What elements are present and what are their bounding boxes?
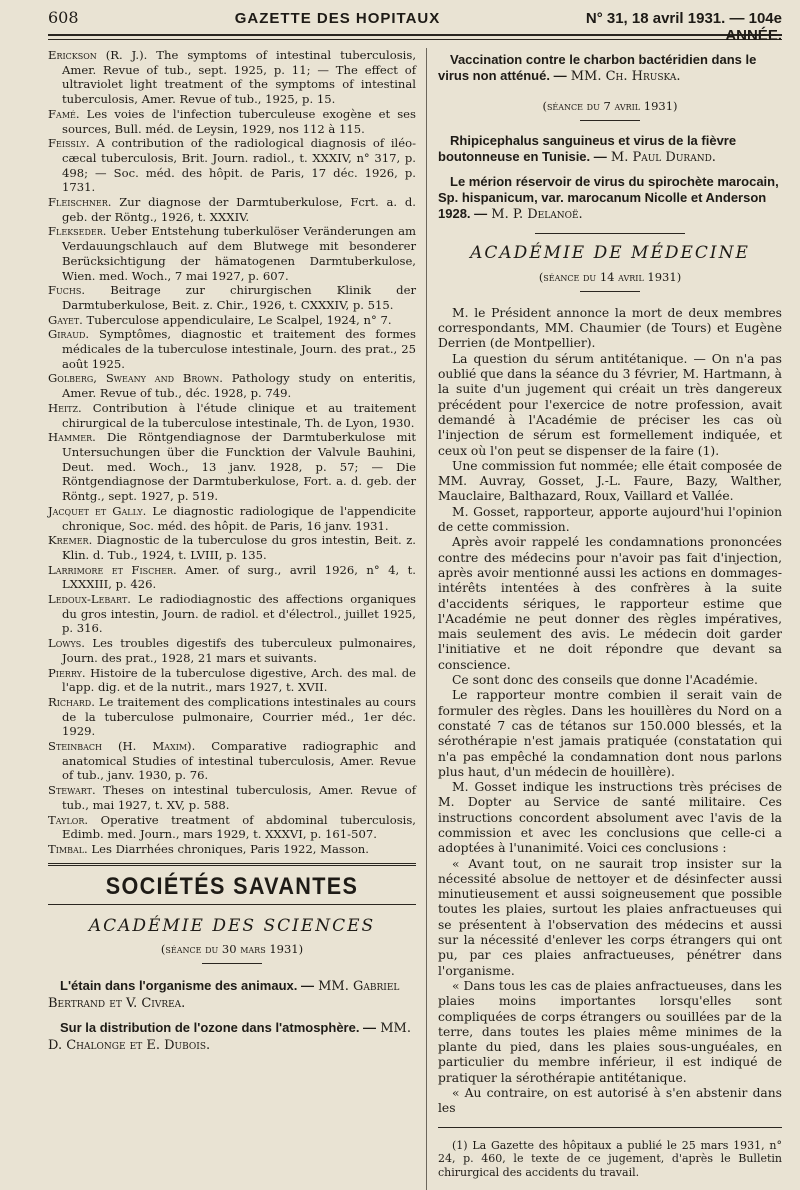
journal-title: GAZETTE DES HOPITAUX	[234, 10, 441, 27]
reference-author: Giraud.	[48, 327, 90, 342]
reference-text: Histoire de la tuberculose digestive, Arch. des mal. de l'app. dig. et de la nutrit., mars 1927, t. XVII.	[62, 665, 416, 695]
reference-text: Theses on intestinal tuberculosis, Amer. Revue of tub., mai 1927, t. XV, p. 588.	[62, 783, 416, 812]
short-rule	[580, 291, 640, 292]
columns	[48, 48, 782, 1190]
reference-author: Steinbach (H. Maxim).	[48, 739, 196, 754]
reference-text: A contribution of the radiological diagnosis of iléo-cæcal tuberculosis, Brit. Journ. radiol., t. XXXIV, n° 317, p. 498; — Soc. méd. des hôpit. de Paris, 17 déc. 1926, p. 1731.	[62, 136, 416, 195]
reference-author: Timbal.	[48, 841, 88, 856]
reference-author: Lowys.	[48, 636, 85, 651]
reference-entry	[48, 313, 416, 328]
article-paragraph: La question du sérum antitétanique. — On n'a pas oublié que dans la séance du 3 février, M. Hartmann, à la suite d'un jugement qui créait un très dangereux précédent pour l'exercice de notre profession, avait demandé à l'Académie de préciser les cas où l'injection de sérum est formellement indiquée, et ceux où l'on peut se dispenser de la faire (1).	[438, 351, 782, 458]
section-title: SOCIÉTÉS SAVANTES	[105, 872, 359, 900]
communication-item	[48, 1020, 416, 1054]
seance-date: (séance du 30 mars 1931)	[160, 942, 304, 957]
item-authors: MM. Ch. Hruska.	[566, 69, 681, 84]
reference-text: Die Röntgendiagnose der Darmtuberkulose mit Untersuchungen über die Funcktion der Valvule Bauhini, Deut. med. Woch., 13 janv. 1928, p. 57; — Die Röntgendiagnose der Darmtuberkulose, Fort. a. d. geb. der Röntg., sept. 1927, p. 519.	[62, 430, 416, 504]
reference-entry	[48, 842, 416, 857]
seance-date: (séance du 14 avril 1931)	[538, 269, 682, 284]
academie-sciences-heading: ACADÉMIE DES SCIENCES	[88, 916, 376, 937]
reference-entry	[48, 592, 416, 636]
item-title: L'étain dans l'organisme des animaux. —	[60, 977, 314, 993]
article-paragraph: « Dans tous les cas de plaies anfractueuses, dans les plaies moins importantes lorsqu'elles sont compliquées de corps étrangers ou souillées par de la terre, dans toutes les plaies même minimes de la plante du pied, dans les plaies sous-unguéales, en particulier du membre inférieur, il est indiqué de pratiquer la sérothérapie antitétanique.	[438, 978, 782, 1085]
item-authors: MM. Gabriel Bertrand et V. Civrea.	[48, 978, 400, 1011]
article-paragraph: « Au contraire, on est autorisé à s'en abstenir dans les	[438, 1086, 782, 1116]
reference-author: Taylor.	[48, 812, 89, 827]
reference-author: Feissly.	[48, 136, 90, 151]
page-number: 608	[48, 8, 79, 27]
reference-entry	[48, 783, 416, 812]
article-paragraph: M. Gosset, rapporteur, apporte aujourd'hui l'opinion de cette commission.	[438, 504, 782, 535]
communication-item	[438, 174, 782, 223]
reference-text: Les voies de l'infection tuberculeuse exogène et ses sources, Bull. méd. de Leysin, 1929, nos 112 à 115.	[62, 106, 416, 136]
reference-text: Les troubles digestifs des tuberculeux pulmonaires, Journ. des prat., 1928, 21 mars et suivants.	[62, 636, 416, 665]
reference-text: Tuberculose appendiculaire, Le Scalpel, 1924, n° 7.	[82, 312, 392, 327]
reference-text: Operative treatment of abdominal tuberculosis, Edimb. med. Journ., mars 1929, t. XXXVI, p. 161-507.	[62, 812, 416, 842]
reference-author: Fleischner.	[48, 195, 112, 210]
reference-text: Comparative radiographic and anatomical Studies of intestinal tuberculosis, Amer. Revue of tub., janv. 1930, p. 76.	[62, 739, 416, 783]
item-title: Sur la distribution de l'ozone dans l'atmosphère. —	[60, 1019, 377, 1035]
reference-entry	[48, 430, 416, 504]
reference-entry	[48, 739, 416, 783]
reference-author: Jacquet et Gally.	[48, 503, 147, 518]
reference-entry	[48, 107, 416, 136]
short-rule	[580, 120, 640, 121]
reference-entry	[48, 371, 416, 400]
reference-author: Flekseder.	[48, 224, 107, 239]
footnote-rule	[438, 1127, 782, 1128]
reference-author: Golberg, Sweany and Brown.	[48, 371, 223, 386]
reference-author: Kremer.	[48, 533, 93, 548]
reference-entry	[48, 224, 416, 283]
article-body	[438, 306, 782, 1117]
reference-author: Stewart.	[48, 783, 96, 798]
item-authors: MM. D. Chalonge et E. Dubois.	[48, 1020, 411, 1053]
reference-text: Symptômes, diagnostic et traitement des formes médicales de la tuberculose intestinale, Journ. des prat., 25 août 1925.	[62, 327, 416, 371]
reference-text: Diagnostic de la tuberculose du gros intestin, Beit. z. Klin. d. Tub., 1924, t. LVIII, p. 135.	[62, 533, 416, 562]
reference-author: Richard.	[48, 694, 95, 709]
section-rule	[48, 904, 416, 905]
reference-author: Fuchs.	[48, 283, 86, 298]
reference-entry	[48, 195, 416, 224]
reference-entry	[48, 327, 416, 371]
right-column	[427, 48, 782, 1190]
reference-entry	[48, 401, 416, 430]
short-rule	[202, 963, 262, 964]
item-title: Rhipicephalus sanguineus et virus de la fièvre boutonneuse en Tunisie. —	[438, 133, 737, 165]
reference-author: Heitz.	[48, 400, 82, 415]
communication-item	[48, 978, 416, 1012]
reference-entry	[48, 666, 416, 695]
article-paragraph: Après avoir rappelé les condamnations prononcées contre des médecins pour n'avoir pas fait d'injection, après avoir mentionné aussi les actions en dommages-intérêts intentées à des confrères à la suite d'accidents sériques, le rapporteur estime que l'Académie ne peut donner des règles impératives, mais seulement des avis. Le médecin doit garder l'initiative et ne doit répondre que devant sa conscience.	[438, 535, 782, 672]
reference-text: Contribution à l'étude clinique et au traitement chirurgical de la tuberculose intestinale, Th. de Lyon, 1930.	[62, 400, 416, 430]
reference-author: Erickson (R. J.).	[48, 48, 148, 62]
reference-author: Hammer.	[48, 430, 96, 445]
issue-info: N° 31, 18 avril 1931. — 104e ANNÉE.	[585, 10, 782, 44]
reference-entry	[48, 533, 416, 562]
article-paragraph: « Avant tout, on ne saurait trop insister sur la nécessité absolue de nettoyer et de désinfecter aussi minutieusement et aussi soigneusement que possible toutes les plaies, surtout les plaies anfractueuses qui se présentent à l'observation des médecins et aussi sur la nécessité d'enlever les corps étrangers qui ont pu, par ces plaies anfractueuses, pénétrer dans l'organisme.	[438, 856, 782, 978]
item-title: Le mérion réservoir de virus du spirochète marocain, Sp. hispanicum, var. marocanum Nicolle et Anderson 1928. —	[438, 174, 779, 222]
academie-medecine-heading: ACADÉMIE DE MÉDECINE	[470, 243, 750, 264]
footnote: (1) La Gazette des hôpitaux a publié le 25 mars 1931, n° 24, p. 460, le texte de ce jugement, d'après le Bulletin chirurgical des accidents du travail.	[438, 1138, 782, 1179]
reference-text: Les Diarrhées chroniques, Paris 1922, Masson.	[87, 841, 369, 856]
reference-text: The symptoms of intestinal tuberculosis, Amer. Revue of tub., sept. 1925, p. 11; — The effect of ultraviolet light treatment of the symptoms of intestinal tuberculosis, Amer. Revue of tub., 1925, p. 15.	[62, 48, 416, 107]
article-paragraph: M. le Président annonce la mort de deux membres correspondants, MM. Chaumier (de Tours) et Eugène Derrien (de Montpellier).	[438, 305, 782, 351]
reference-author: Larrimore et Fischer.	[48, 562, 177, 577]
item-title: Vaccination contre le charbon bactéridien dans le virus non atténué. —	[438, 52, 757, 83]
reference-entry	[48, 813, 416, 842]
reference-entry	[48, 283, 416, 312]
reference-list	[48, 48, 416, 857]
reference-entry	[48, 504, 416, 533]
reference-author: Ledoux-Lebart.	[48, 592, 131, 607]
section-divider	[48, 863, 416, 866]
section-rule	[535, 233, 685, 234]
communication-item	[438, 52, 782, 85]
reference-text: Le radiodiagnostic des affections organiques du gros intestin, Journ. de radiol. et d'électrol., juillet 1925, p. 316.	[62, 592, 416, 636]
reference-entry	[48, 136, 416, 195]
reference-text: Le diagnostic radiologique de l'appendicite chronique, Soc. méd. des hôpit. de Paris, 16 janv. 1931.	[62, 503, 416, 533]
item-authors: M. Paul Durand.	[606, 150, 716, 166]
reference-text: Pathology study on enteritis, Amer. Revue of tub., déc. 1928, p. 749.	[62, 371, 416, 401]
item-authors: M. P. Delanoë.	[487, 207, 583, 223]
reference-author: Famé.	[48, 106, 80, 121]
reference-text: Beitrage zur chirurgischen Klinik der Darmtuberkulose, Beit. z. Chir., 1926, t. CXXXIV, p. 515.	[62, 283, 416, 312]
article-paragraph: M. Gosset indique les instructions très précises de M. Dopter au Service de santé militaire. Ces instructions concordent absolument avec l'avis de la commission et avec les conclusions que celle-ci a adoptées à l'unanimité. Voici ces conclusions :	[438, 780, 782, 856]
reference-author: Gayet.	[48, 312, 83, 327]
reference-entry	[48, 563, 416, 592]
reference-entry	[48, 636, 416, 665]
left-column	[48, 48, 427, 1190]
reference-text: Le traitement des complications intestinales au cours de la tuberculose pulmonaire, Courrier méd., 1er déc. 1929.	[62, 694, 416, 739]
article-paragraph: Le rapporteur montre combien il serait vain de formuler des règles. Dans les houillères du Nord on a constaté 7 cas de tétanos sur 150.000 blessés, et la sérothérapie n'est jamais pratiquée (constatation qui n'a pas empêché la condamnation dont nous parlons plus haut, d'un médecin de houillère).	[438, 688, 782, 779]
communication-item	[438, 133, 782, 166]
reference-text: Zur diagnose der Darmtuberkulose, Fcrt. a. d. geb. der Röntg., 1926, t. XXXIV.	[62, 195, 416, 224]
reference-text: Ueber Entstehung tuberkulöser Veränderungen am Verdauungschlauch auf dem Blutwege mit besonderer Berücksichtigung der hämatogenen Darmtuberkulose, Wien. med. Woch., 7 mai 1927, p. 607.	[62, 224, 416, 283]
reference-text: Amer. of surg., avril 1926, n° 4, t. LXXXIII, p. 426.	[62, 562, 416, 592]
seance-date: (séance du 7 avril 1931)	[542, 99, 678, 113]
reference-author: Pierry.	[48, 665, 86, 680]
article-paragraph: Une commission fut nommée; elle était composée de MM. Auvray, Gosset, J.-L. Faure, Bazy, Walther, Mauclaire, Balthazard, Roux, Vaillard et Vallée.	[438, 458, 782, 504]
reference-entry	[48, 48, 416, 107]
article-paragraph: Ce sont donc des conseils que donne l'Académie.	[452, 673, 758, 688]
page-header	[48, 8, 782, 44]
reference-entry	[48, 695, 416, 739]
